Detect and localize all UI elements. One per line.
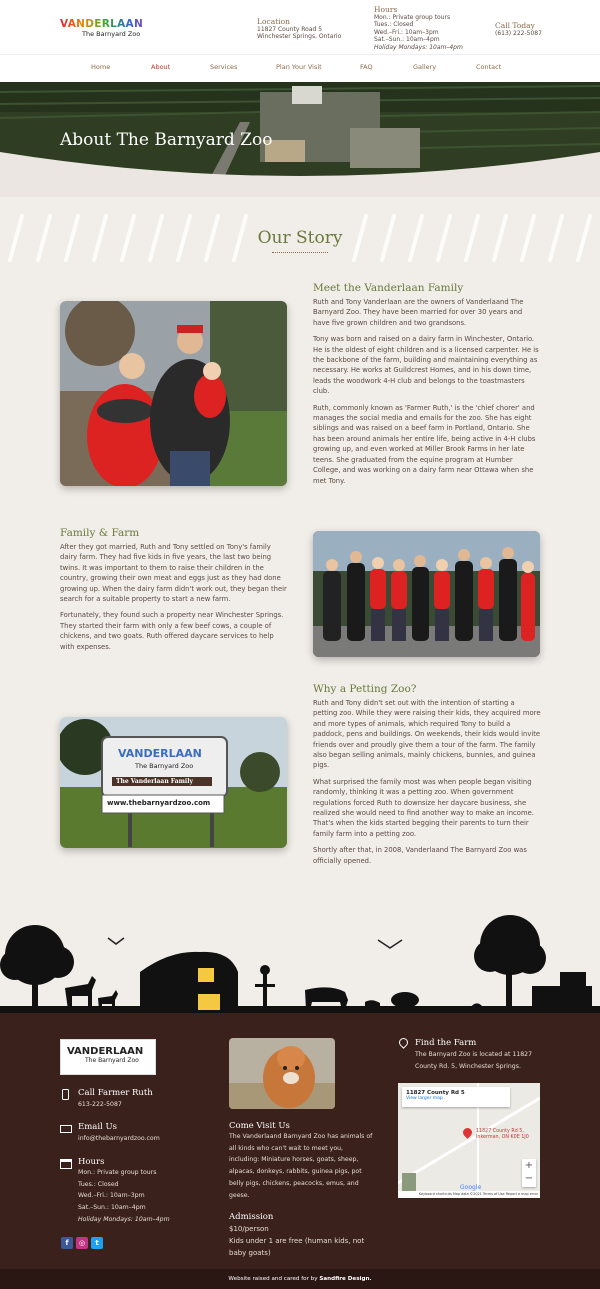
map-zoom-controls xyxy=(522,1159,536,1187)
sign-url: www.thebarnyardzoo.com xyxy=(107,799,211,807)
facebook-icon[interactable]: f xyxy=(61,1237,73,1249)
zoo-sign-photo xyxy=(60,717,287,848)
farm-silhouette xyxy=(0,910,600,1014)
sign-subtext: The Barnyard Zoo xyxy=(135,762,194,770)
map-address-line: Inkerman, ON K0E 1J0 xyxy=(476,1135,529,1140)
map-provider-logo: Google xyxy=(460,1184,482,1191)
logo-subtext: The Barnyard Zoo xyxy=(82,30,141,38)
call-block xyxy=(495,22,542,37)
copyright-text: Website raised and cared for by xyxy=(228,1276,320,1282)
family-group-photo xyxy=(313,531,540,657)
map-marker-label xyxy=(476,1129,529,1141)
admission-note: Kids under 1 are free (human kids, not baby goats) xyxy=(229,1237,365,1257)
family-photo xyxy=(60,301,287,486)
hours-line: Sat.–Sun.: 10am–4pm xyxy=(374,36,440,44)
location-line: Winchester Springs, Ontario xyxy=(257,33,342,41)
designer-link[interactable]: Sandfire Design. xyxy=(319,1276,372,1282)
hours-line: Mon.: Private group tours xyxy=(374,13,451,21)
nav-gallery[interactable]: Gallery xyxy=(413,63,437,71)
section-title: Our Story xyxy=(257,228,343,248)
admission-title: Admission xyxy=(229,1212,274,1222)
section-body xyxy=(313,698,541,866)
paragraph: Tony was born and raised on a dairy farm in Winchester, Ontario. He is the oldest of eight children and is a licensed carpenter. He is the backbone of the farm, building and maintaining everything as necessary. He works at Guildcrest Homes, and in his down time, leads the woodwork 4-H club and belongs to the toastmasters club. xyxy=(313,335,539,396)
nav-plan-your-visit[interactable]: Plan Your Visit xyxy=(276,63,322,71)
logo-text: VANDERLAAN xyxy=(60,18,152,30)
admission-info xyxy=(229,1223,374,1259)
section-heading: Why a Petting Zoo? xyxy=(313,683,417,695)
location-title: Location xyxy=(257,17,290,26)
map-larger-link[interactable]: View larger map xyxy=(406,1096,443,1101)
hours-line: Mon.: Private group tours xyxy=(78,1169,157,1176)
map-place-name: 11827 County Rd 5 xyxy=(406,1090,465,1096)
email-title: Email Us xyxy=(78,1122,117,1132)
copyright-bar xyxy=(0,1269,600,1289)
section-body xyxy=(60,542,288,652)
map-info-card xyxy=(402,1087,510,1107)
hours-line: Wed.–Fri.: 10am–3pm xyxy=(374,28,439,36)
hours-line: Wed.–Fri.: 10am–3pm xyxy=(78,1192,145,1200)
footer-logo[interactable] xyxy=(60,1039,156,1075)
farm-title: Find the Farm xyxy=(415,1038,477,1048)
call-title: Call Today xyxy=(495,21,535,30)
footer-logo-subtext: The Barnyard Zoo xyxy=(85,1057,139,1064)
map-embed[interactable] xyxy=(398,1083,540,1198)
hours-line: Holiday Mondays: 10am–4pm xyxy=(78,1215,170,1223)
zoom-in-button[interactable]: + xyxy=(524,1160,534,1171)
paragraph: Shortly after that, in 2008, Vanderlaand The Barnyard Zoo was officially opened. xyxy=(313,846,527,865)
section-heading: Family & Farm xyxy=(60,527,140,539)
map-address-line: 11827 County Rd 5, xyxy=(476,1129,524,1134)
title-underline xyxy=(272,252,328,253)
hours-list xyxy=(78,1167,170,1226)
paragraph: Fortunately, they found such a property near Winchester Springs. They started their farm with only a few beef cows, a couple of chickens, and two goats. Ruth offered daycare services to help with expenses. xyxy=(60,611,284,651)
email-icon xyxy=(60,1125,72,1133)
hours-title: Hours xyxy=(78,1157,105,1167)
phone-icon xyxy=(62,1089,69,1100)
hours-line: Tues.: Closed xyxy=(374,21,414,29)
hero-title: About The Barnyard Zoo xyxy=(60,130,273,150)
site-logo[interactable] xyxy=(60,18,152,44)
farm-text: The Barnyard Zoo is located at 11827 County Rd. 5, Winchester Springs. xyxy=(415,1051,533,1070)
email-link[interactable]: info@thebarnyardzoo.com xyxy=(78,1135,160,1142)
location-line: 11827 County Road 5 xyxy=(257,25,323,33)
nav-services[interactable]: Services xyxy=(210,63,238,71)
paragraph: Ruth, commonly known as 'Farmer Ruth,' is the 'chief chorer' and manages the social media and emails for the zoo. She has eight siblings and was raised on a beef farm in Portland, Ontario. She has been around animals her entire life, being active in 4-H clubs growing up, and even worked at Miller Brook Farms in her late teens. She graduated from the equine program at Humber College, and was working on a dairy farm near Ottawa when she met Tony. xyxy=(313,403,536,485)
hours-title: Hours xyxy=(374,5,398,14)
sign-family: The Vanderlaan Family xyxy=(116,778,193,785)
nav-about[interactable]: About xyxy=(151,63,171,71)
hours-line: Sat.–Sun.: 10am–4pm xyxy=(78,1204,146,1212)
paragraph: What surprised the family most was when people began visiting randomly, thinking it was a petting zoo. When government regulations forced Ruth to downsize her daycare business, she realized she would need to find another way to make an income. That's when the kids started begging their parents to turn their family farm into a petting zoo. xyxy=(313,777,534,838)
section-body xyxy=(313,297,541,486)
map-footer: Keyboard shortcuts Map data ©2021 Terms of Use Report a map error xyxy=(398,1191,540,1198)
nav-home[interactable]: Home xyxy=(91,63,111,71)
zoom-out-button[interactable]: − xyxy=(524,1173,534,1184)
paragraph: Ruth and Tony Vanderlaan are the owners of Vanderlaand The Barnyard Zoo. They have been married for over 30 years and have five grown children and two grandsons. xyxy=(313,298,524,327)
section-heading: Meet the Vanderlaan Family xyxy=(313,282,464,294)
calf-photo xyxy=(229,1038,335,1109)
visit-title: Come Visit Us xyxy=(229,1121,290,1131)
footer-logo-text: VANDERLAAN xyxy=(67,1046,144,1057)
location-block xyxy=(257,18,341,41)
nav-faq[interactable]: FAQ xyxy=(360,63,373,71)
paragraph: Ruth and Tony didn't set out with the intention of starting a petting zoo. While they were raising their kids, they acquired more and more types of animals, which required Tony to build a paddock, pens and buildings. On weekends, their kids would invite friends over and proudly give them a tour of the farm. The family also began selling animals, mainly chickens, bunnies, and guinea pigs. xyxy=(313,699,541,770)
hours-line: Tues.: Closed xyxy=(78,1180,119,1188)
instagram-icon[interactable]: ◎ xyxy=(76,1237,88,1249)
call-title: Call Farmer Ruth xyxy=(78,1088,153,1098)
call-phone[interactable]: (613) 222-5087 xyxy=(495,29,542,37)
visit-text: The Vanderlaand Barnyard Zoo has animals of all kinds who can't wait to meet you, including: Miniature horses, goats, sheep, alpacas, donkeys, rabbits, guinea pigs, pot belly pigs, chickens, peacocks, emus, and geese. xyxy=(229,1133,373,1199)
nav-contact[interactable]: Contact xyxy=(476,63,502,71)
sign-logo-text: VANDERLAAN xyxy=(118,747,202,760)
calendar-icon xyxy=(60,1159,72,1169)
call-phone[interactable]: 613-222-5087 xyxy=(78,1101,122,1108)
hours-line: Holiday Mondays: 10am–4pm xyxy=(374,43,463,51)
twitter-icon[interactable]: t xyxy=(91,1237,103,1249)
admission-price: $10/person xyxy=(229,1225,269,1233)
paragraph: After they got married, Ruth and Tony settled on Tony's family dairy farm. They had five kids in five years, the last two being twins. It was important to them to raise their children in the country, growing their own meat and eggs just as they had done growing up. When the dairy farm didn't work out, they began their search for a suitable property to start a new farm. xyxy=(60,543,287,604)
hours-block xyxy=(374,6,463,52)
